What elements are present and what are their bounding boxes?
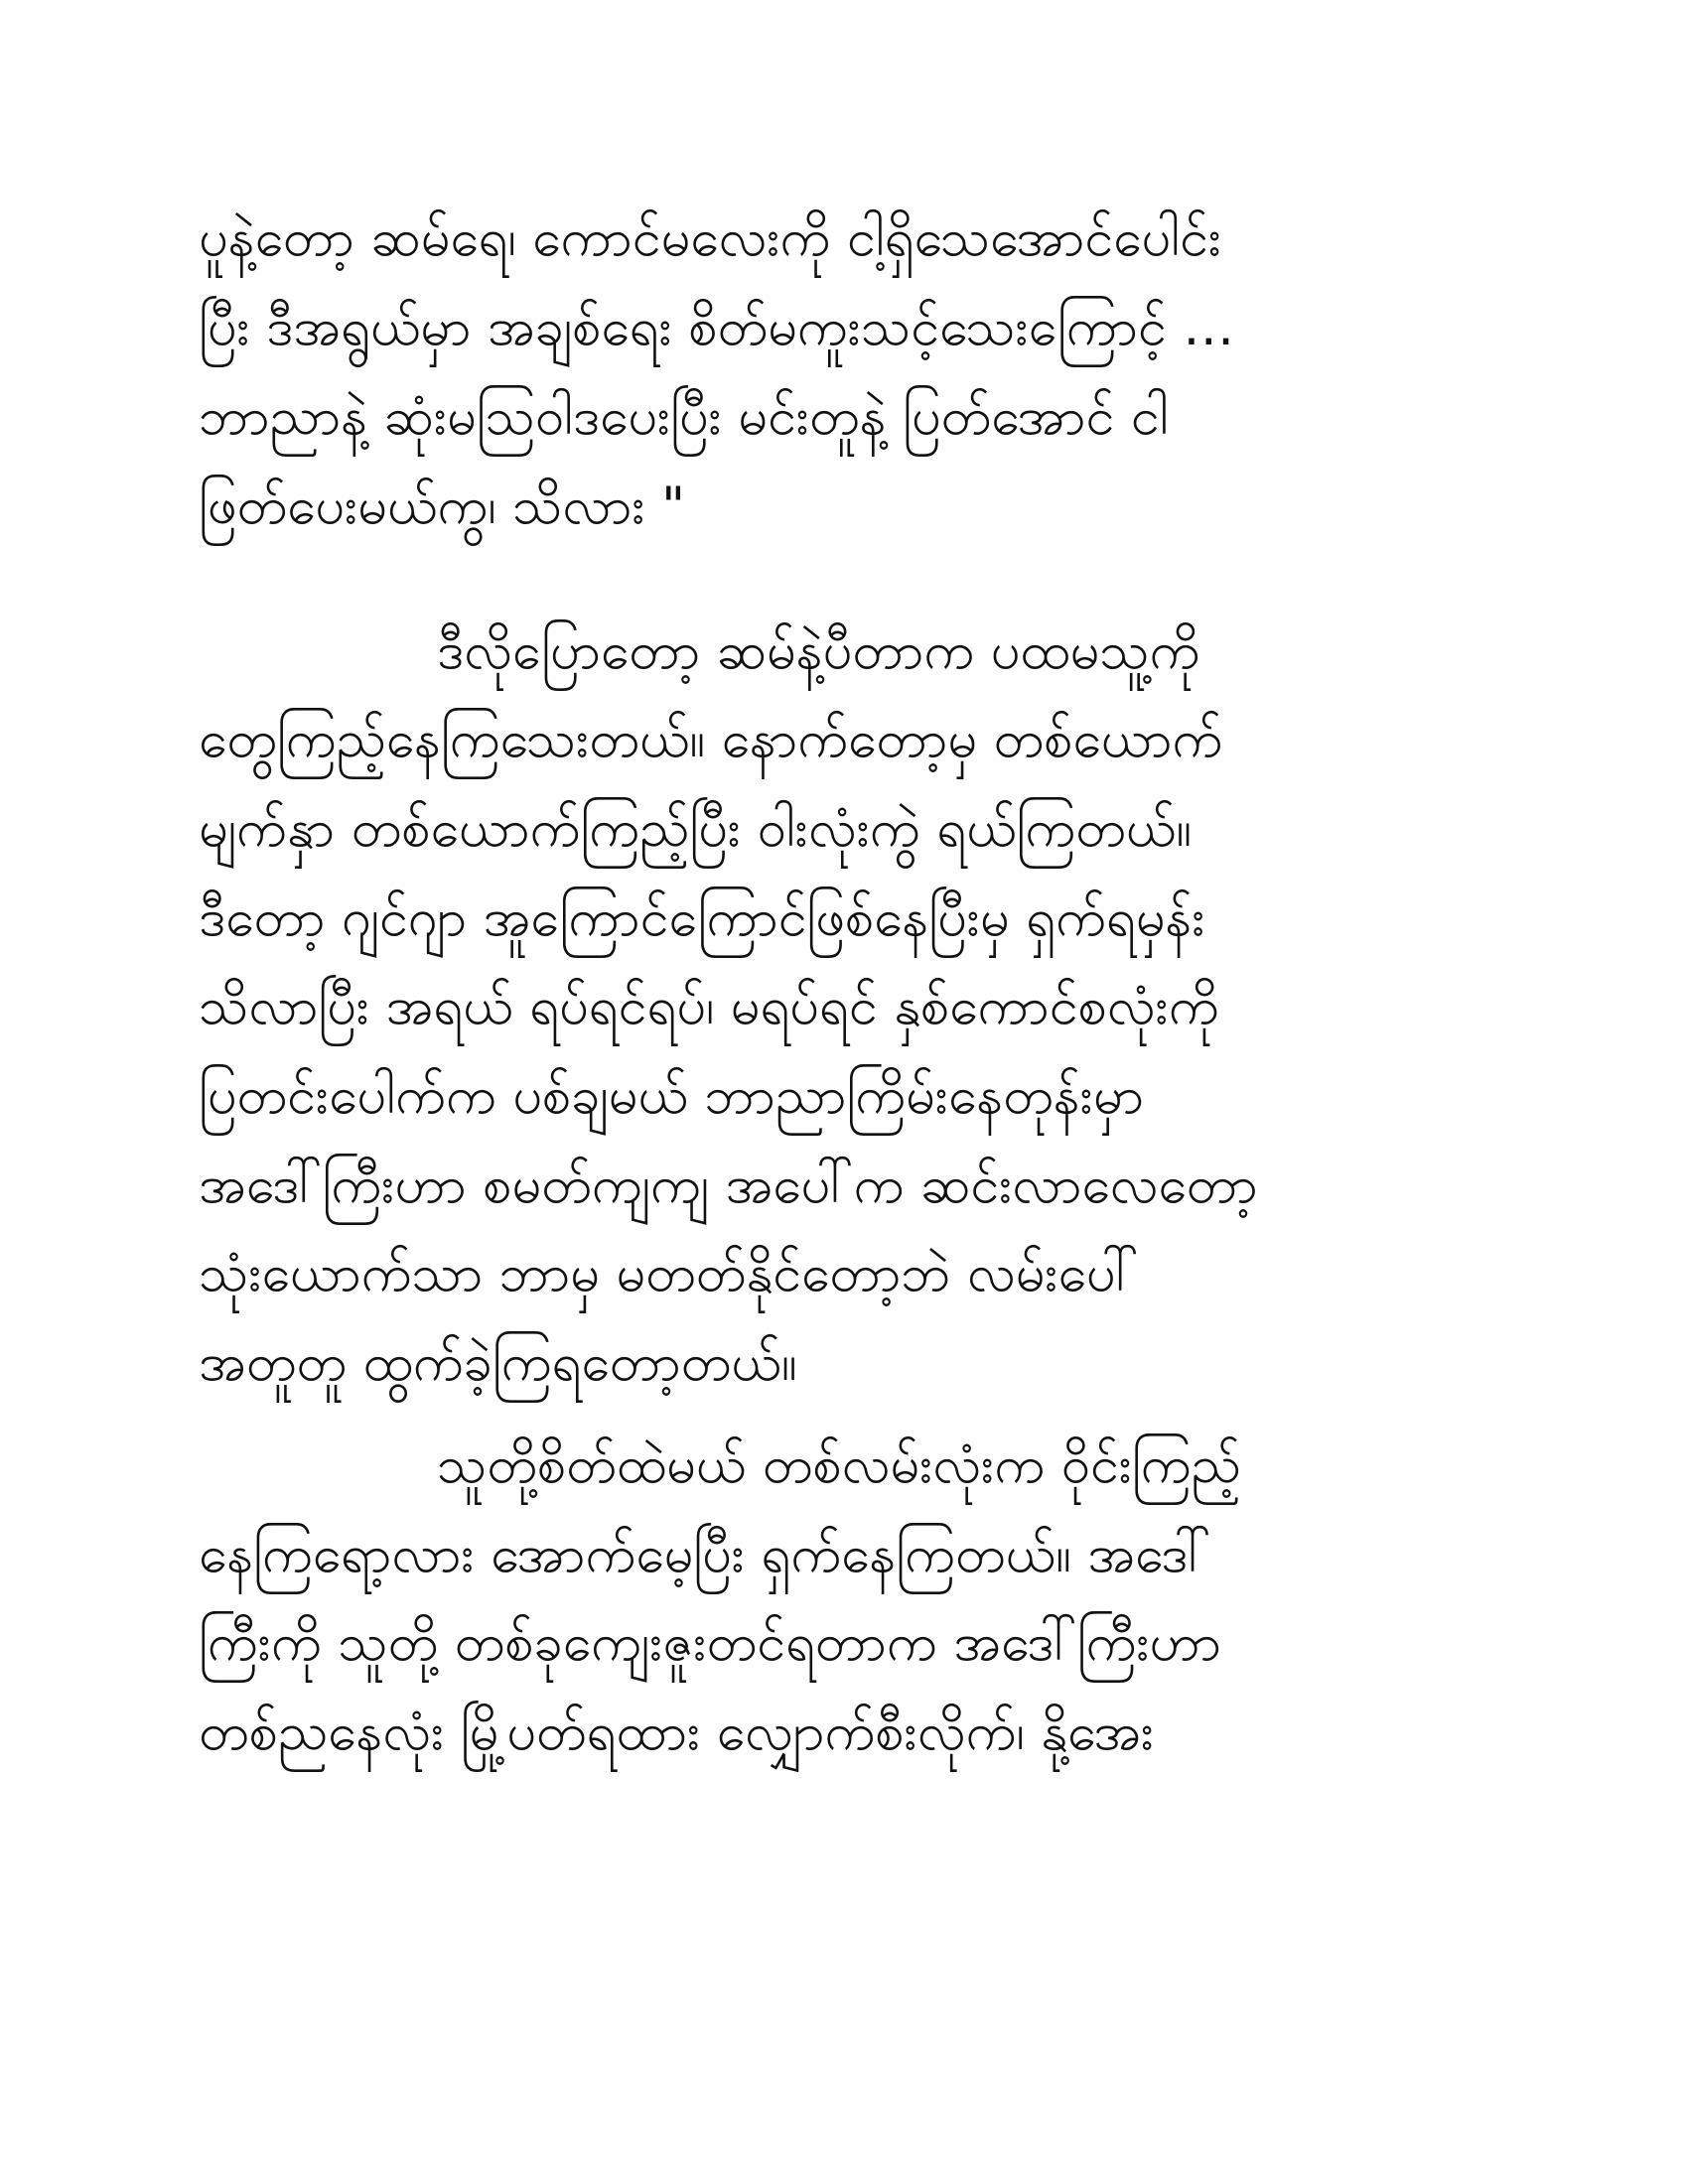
- text-line: အတူတူ ထွက်ခဲ့ကြရတော့တယ်။: [199, 1333, 797, 1393]
- text-line: ဒီတော့ ဂျင်ဂျာ အူကြောင်ကြောင်ဖြစ်နေပြီးမှ ရှက်ရမှန်း: [199, 888, 1205, 948]
- text-line: တွေကြည့်နေကြသေးတယ်။ နောက်တော့မှ တစ်ယောက်: [199, 710, 1223, 769]
- text-line: သူတို့စိတ်ထဲမယ် တစ်လမ်းလုံးက ဝိုင်းကြည့်: [437, 1435, 1241, 1495]
- text-line: နေကြရော့လား အောက်မေ့ပြီး ရှက်နေကြတယ်။ အဒေါ်: [199, 1525, 1211, 1584]
- text-line: ပြီး ဒီအရွယ်မှာ အချစ်ရေး စိတ်မကူးသင့်သေးကြောင့် …: [199, 298, 1235, 357]
- text-line: အဒေါ်ကြီးဟာ စမတ်ကျကျ အပေါ်က ဆင်းလာလေတော့: [199, 1156, 1258, 1215]
- text-line: သိလာပြီး အရယ် ရပ်ရင်ရပ်၊ မရပ်ရင် နှစ်ကောင်စလုံးကို: [199, 977, 1219, 1036]
- text-line: တစ်ညနေလုံး မြို့ပတ်ရထား လျှောက်စီးလိုက်၊ နို့အေး: [199, 1703, 1155, 1762]
- text-line: မျက်နှာ တစ်ယောက်ကြည့်ပြီး ဝါးလုံးကွဲ ရယ်ကြတယ်။: [199, 799, 1193, 859]
- text-line: ဘာညာနဲ့ ဆုံးမသြဝါဒပေးပြီး မင်းတူနဲ့ ပြတ်အောင် ငါ: [199, 387, 1169, 447]
- text-line: သုံးယောက်သာ ဘာမှ မတတ်နိုင်တော့ဘဲ လမ်းပေါ်: [199, 1244, 1139, 1303]
- text-line: ဒီလိုပြောတော့ ဆမ်နဲ့ပီတာက ပထမသူ့ကို: [437, 621, 1200, 681]
- text-line: ပူနဲ့တော့ ဆမ်ရေ၊ ကောင်မလေးကို ငါ့ရှိသေအောင်ပေါင်း: [199, 208, 1222, 268]
- text-line: ပြတင်းပေါက်က ပစ်ချမယ် ဘာညာကြိမ်းနေတုန်းမှာ: [199, 1066, 1144, 1126]
- text-line: ဖြတ်ပေးမယ်ကွ၊ သိလား ": [199, 477, 686, 536]
- text-line: ကြီးကို သူတို့ တစ်ခုကျေးဇူးတင်ရတာက အဒေါ်ကြီးဟာ: [199, 1613, 1221, 1673]
